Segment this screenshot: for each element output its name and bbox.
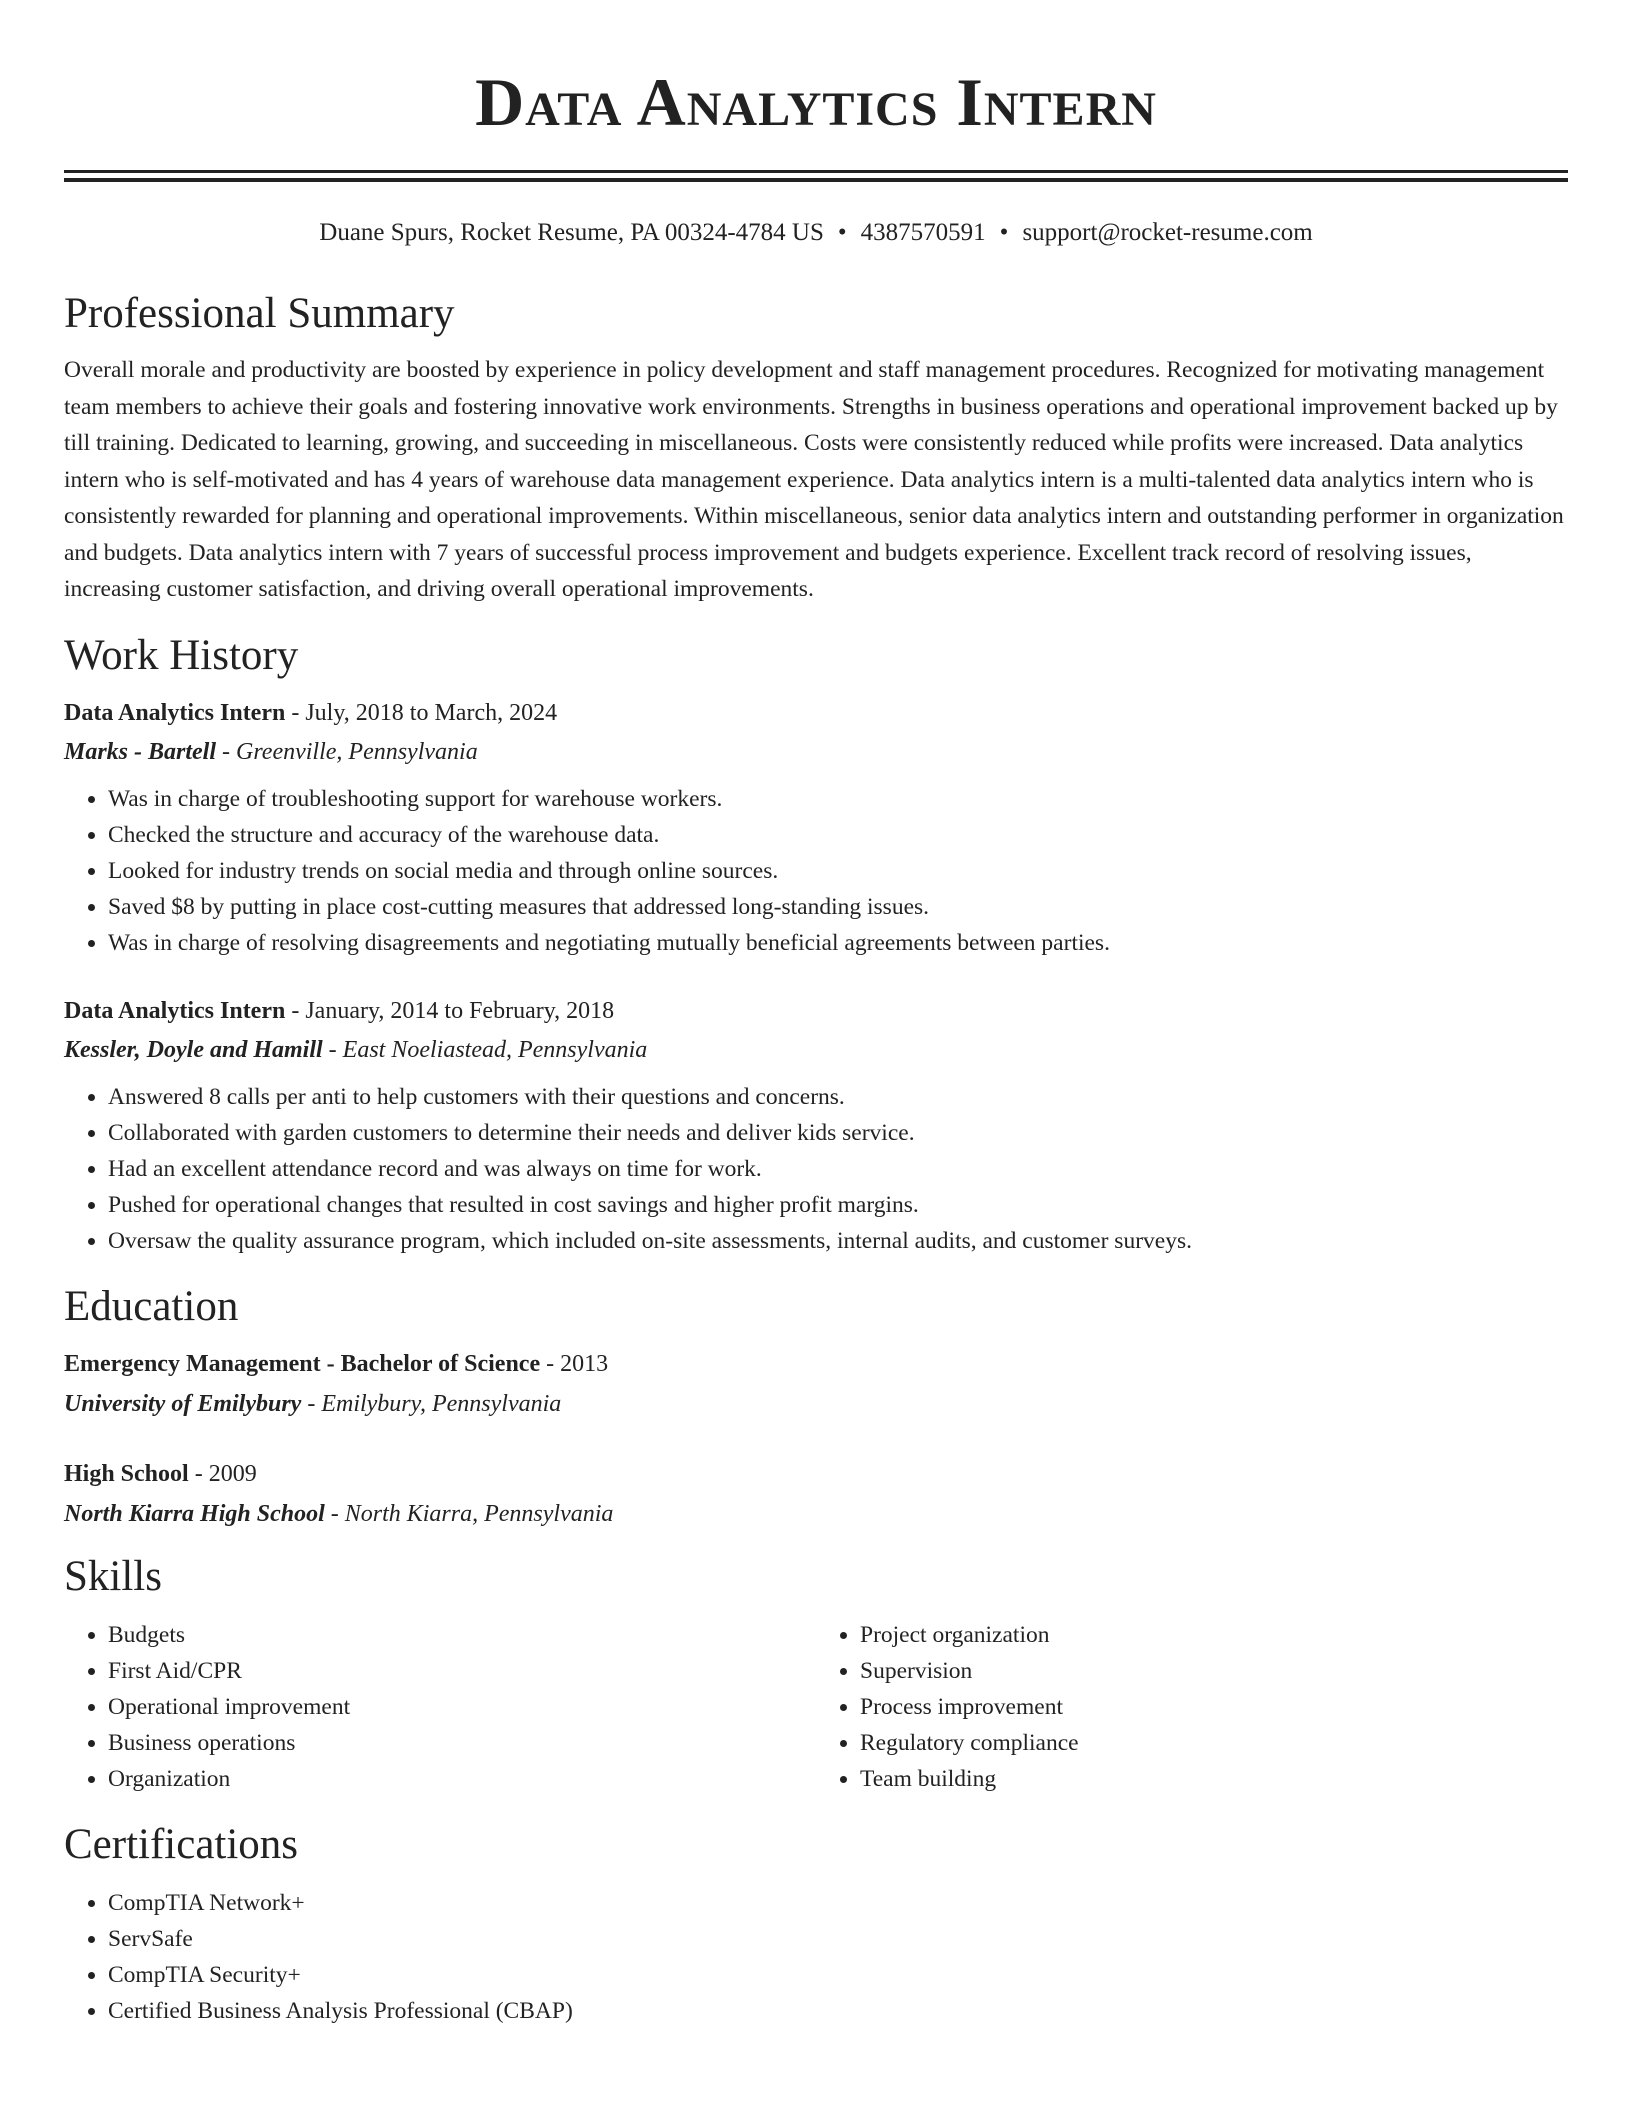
list-item: • Looked for industry trends on social media and through online sources. [108, 853, 1568, 889]
education-degree: Emergency Management - Bachelor of Science [64, 1350, 541, 1377]
job-dates: - July, 2018 to March, 2024 [285, 699, 558, 726]
education-school: North Kiarra High School [64, 1500, 325, 1527]
skill-item: • Business operations [108, 1725, 816, 1761]
education-header [64, 1459, 1568, 1489]
job-header [64, 698, 1568, 728]
certification-item: • CompTIA Security+ [108, 1957, 1568, 1993]
skill-item: • Regulatory compliance [860, 1725, 1568, 1761]
job-company: Marks - Bartell [64, 738, 217, 765]
list-item: • Had an excellent attendance record and was always on time for work. [108, 1151, 1568, 1187]
job-bullets [64, 1079, 1568, 1259]
education-entry [64, 1349, 1568, 1419]
list-item: • Pushed for operational changes that resulted in cost savings and higher profit margins. [108, 1187, 1568, 1223]
job-title: Data Analytics Intern [64, 699, 286, 726]
education-school: University of Emilybury [64, 1390, 302, 1417]
list-item: • Answered 8 calls per anti to help customers with their questions and concerns. [108, 1079, 1568, 1115]
skill-item: • Project organization [860, 1617, 1568, 1653]
work-history-heading: Work History [64, 631, 299, 679]
skill-item: • Team building [860, 1761, 1568, 1797]
contact-address: Duane Spurs, Rocket Resume, PA 00324-4784 US [319, 219, 824, 246]
certifications-heading: Certifications [64, 1820, 299, 1868]
contact-email[interactable]: support@rocket-resume.com [1022, 219, 1313, 246]
education-location: - Emilybury, Pennsylvania [301, 1390, 562, 1417]
education-header [64, 1349, 1568, 1379]
job-dates: - January, 2014 to February, 2018 [285, 997, 615, 1024]
education-year: - 2009 [188, 1460, 257, 1487]
job-header [64, 996, 1568, 1026]
skills-list-left [64, 1617, 816, 1797]
job-entry [64, 698, 1568, 961]
title-divider-bottom [64, 178, 1568, 182]
list-item: • Checked the structure and accuracy of the warehouse data. [108, 817, 1568, 853]
list-item: • Was in charge of resolving disagreements and negotiating mutually beneficial agreements between parties. [108, 925, 1568, 961]
skill-item: • Operational improvement [108, 1689, 816, 1725]
education-school-line [64, 1499, 1568, 1529]
list-item: • Saved $8 by putting in place cost-cutting measures that addressed long-standing issues. [108, 889, 1568, 925]
summary-heading: Professional Summary [64, 290, 455, 337]
skill-item: • First Aid/CPR [108, 1653, 816, 1689]
skill-item: • Organization [108, 1761, 816, 1797]
resume-title: Data Analytics Intern [475, 64, 1157, 140]
skills-heading: Skills [64, 1552, 162, 1600]
skill-item: • Budgets [108, 1617, 816, 1653]
list-item: • Was in charge of troubleshooting support for warehouse workers. [108, 781, 1568, 817]
education-entry [64, 1459, 1568, 1529]
contact-separator: • [999, 219, 1009, 246]
contact-phone: 4387570591 [860, 219, 986, 246]
education-heading: Education [64, 1282, 239, 1330]
contact-line [64, 218, 1568, 248]
contact-separator: • [837, 219, 847, 246]
skills-list-right [816, 1617, 1568, 1797]
skill-item: • Process improvement [860, 1689, 1568, 1725]
certification-item: • ServSafe [108, 1921, 1568, 1957]
title-divider-top [64, 170, 1568, 173]
job-title: Data Analytics Intern [64, 997, 286, 1024]
job-company-line [64, 737, 1568, 767]
certification-item: • CompTIA Network+ [108, 1885, 1568, 1921]
list-item: • Collaborated with garden customers to determine their needs and deliver kids service. [108, 1115, 1568, 1151]
skill-item: • Supervision [860, 1653, 1568, 1689]
education-school-line [64, 1389, 1568, 1419]
education-year: - 2013 [540, 1350, 609, 1377]
job-company-line [64, 1035, 1568, 1065]
job-entry [64, 996, 1568, 1259]
job-company: Kessler, Doyle and Hamill [64, 1036, 323, 1063]
education-location: - North Kiarra, Pennsylvania [324, 1500, 614, 1527]
education-degree: High School [64, 1460, 189, 1487]
job-location: - Greenville, Pennsylvania [216, 738, 478, 765]
certifications-list [64, 1885, 1568, 2029]
resume-page [64, 0, 1568, 2029]
job-bullets [64, 781, 1568, 961]
summary-text: Overall morale and productivity are boosted by experience in policy development and staff management procedures. Recognized for motivating management team members to achieve their goals and fostering innovative work environments. Strengths in business operations and operational improvement backed up by till training. Dedicated to learning, growing, and succeeding in miscellaneous. Costs were consistently reduced while profits were increased. Data analytics intern who is self-motivated and has 4 years of warehouse data management experience. Data analytics intern is a multi-talented data analytics intern who is consistently rewarded for planning and operational improvements. Within miscellaneous, senior data analytics intern and outstanding performer in organization and budgets. Data analytics intern with 7 years of successful process improvement and budgets experience. Excellent track record of resolving issues, increasing customer satisfaction, and driving overall operational improvements. [64, 357, 1564, 602]
certification-item: • Certified Business Analysis Professional (CBAP) [108, 1993, 1568, 2029]
list-item: • Oversaw the quality assurance program, which included on-site assessments, internal audits, and customer surveys. [108, 1223, 1568, 1259]
job-location: - East Noeliastead, Pennsylvania [322, 1036, 648, 1063]
skills-columns [64, 1617, 1568, 1797]
